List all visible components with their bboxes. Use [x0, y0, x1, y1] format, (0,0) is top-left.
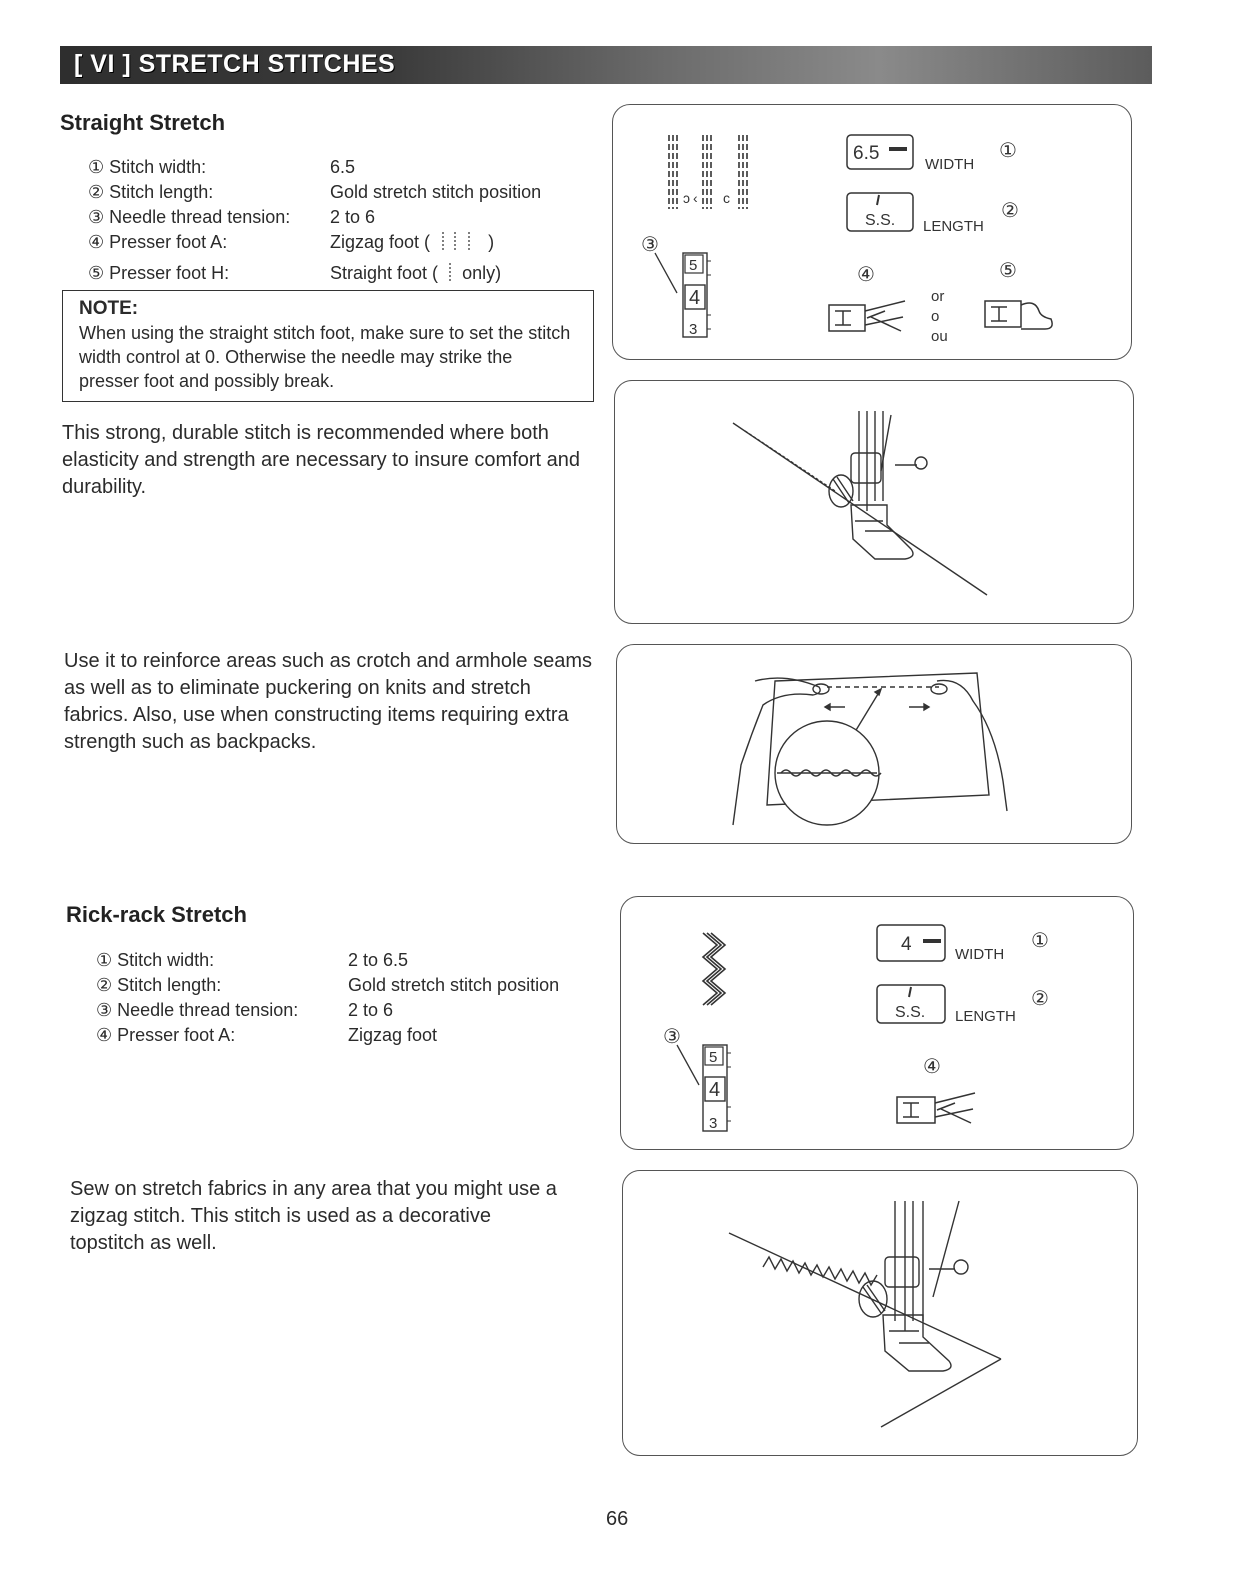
- width-label: WIDTH: [955, 946, 1005, 963]
- dial-mid: 4: [709, 1079, 721, 1101]
- rickrack-sewing-illustration: [622, 1170, 1138, 1456]
- section-title: [ VI ] STRETCH STITCHES: [74, 50, 396, 78]
- section-banner: [60, 46, 1152, 84]
- rickrack-stretch-title: Rick-rack Stretch: [66, 902, 247, 927]
- dial-mid: 4: [689, 287, 701, 309]
- callout-3: ③: [663, 1026, 681, 1048]
- straight-description: This strong, durable stitch is recommended where both elasticity and strength are necessary to insure comfort and durability.: [62, 422, 581, 498]
- svg-text:‹: ‹: [693, 190, 698, 206]
- straight-settings-panel: [612, 104, 1132, 360]
- straight-spec-list: [88, 155, 608, 286]
- or-text-es: ou: [931, 328, 948, 345]
- callout-2: ②: [1001, 200, 1019, 222]
- callout-3: ③: [641, 234, 659, 256]
- spec-label: ② Stitch length:: [96, 975, 222, 995]
- spec-label: ⑤ Presser foot H:: [88, 263, 230, 283]
- spec-value: Zigzag foot: [348, 1025, 438, 1045]
- spec-row: [88, 230, 608, 255]
- straight-foot-text-end: only): [462, 263, 502, 283]
- spec-label: ④ Presser foot A:: [88, 232, 228, 252]
- spec-row: [96, 998, 616, 1023]
- spec-row: [88, 155, 608, 180]
- rickrack-description: Sew on stretch fabrics in any area that you might use a zigzag stitch. This stitch is used as a decorative topstitch as well.: [70, 1178, 557, 1254]
- width-value: 6.5: [853, 143, 880, 164]
- note-body: When using the straight stitch foot, make sure to set the stitch width control at 0. Otherwise the needle may strike the presser foot and possibly break.: [79, 323, 571, 391]
- spec-row: [88, 205, 608, 230]
- spec-label: ② Stitch length:: [88, 182, 214, 202]
- spec-value: 2 to 6.5: [348, 950, 409, 970]
- length-value: S.S.: [865, 212, 896, 229]
- spec-value: 2 to 6: [330, 207, 376, 227]
- spec-value: 2 to 6: [348, 1000, 394, 1020]
- callout-4: ④: [857, 264, 875, 286]
- svg-text:ↄ: ↄ: [683, 190, 690, 206]
- rickrack-settings-panel: [620, 896, 1134, 1150]
- length-label: LENGTH: [923, 218, 984, 235]
- callout-1: ①: [999, 140, 1017, 162]
- spec-label: ① Stitch width:: [88, 157, 207, 177]
- svg-text:c: c: [723, 190, 730, 206]
- width-label: WIDTH: [925, 156, 975, 173]
- spec-row: [88, 261, 608, 286]
- spec-row: [96, 948, 616, 973]
- presser-foot-illustration: [615, 381, 1135, 625]
- page-number: 66: [606, 1508, 629, 1530]
- straight-usage: Use it to reinforce areas such as crotch and armhole seams as well as to eliminate puckering on knits and stretch fabrics. Also, use when constructing items requiring extra strength such as backpacks.: [64, 650, 593, 753]
- note-title: NOTE:: [79, 298, 139, 319]
- width-value: 4: [901, 934, 912, 955]
- spec-label: ③ Needle thread tension:: [96, 1000, 299, 1020]
- or-text: or: [931, 288, 945, 305]
- spec-row: [96, 1023, 616, 1048]
- dial-top: 5: [689, 257, 698, 274]
- zigzag-foot-text: Zigzag foot (: [330, 232, 431, 252]
- or-text-fr: o: [931, 308, 940, 325]
- spec-label: ① Stitch width:: [96, 950, 215, 970]
- dial-top: 5: [709, 1049, 718, 1066]
- callout-5: ⑤: [999, 260, 1017, 282]
- spec-label: ④ Presser foot A:: [96, 1025, 236, 1045]
- spec-row: [88, 180, 608, 205]
- stitch-pattern-icon: [435, 230, 483, 252]
- spec-value: Gold stretch stitch position: [330, 182, 542, 202]
- fabric-stretch-illustration: [617, 645, 1133, 845]
- zigzag-foot-text-end: ): [488, 232, 495, 252]
- dial-bot: 3: [689, 321, 698, 338]
- stitch-pattern-icon: [443, 261, 457, 283]
- straight-sewing-illustration: [614, 380, 1134, 624]
- straight-settings-art: [613, 105, 1133, 361]
- length-value: S.S.: [895, 1004, 926, 1021]
- spec-value: Gold stretch stitch position: [348, 975, 560, 995]
- callout-4: ④: [923, 1056, 941, 1078]
- straight-foot-text: Straight foot (: [330, 263, 439, 283]
- presser-foot-illustration: [623, 1171, 1139, 1457]
- spec-value: 6.5: [330, 157, 356, 177]
- straight-hands-illustration: [616, 644, 1132, 844]
- note-box: [62, 290, 594, 402]
- spec-row: [96, 973, 616, 998]
- spec-label: ③ Needle thread tension:: [88, 207, 291, 227]
- rickrack-settings-art: [621, 897, 1135, 1151]
- callout-2: ②: [1031, 988, 1049, 1010]
- dial-bot: 3: [709, 1115, 718, 1132]
- length-label: LENGTH: [955, 1008, 1016, 1025]
- callout-1: ①: [1031, 930, 1049, 952]
- rickrack-spec-list: [96, 948, 616, 1048]
- spec-value: [330, 230, 494, 255]
- spec-value: [330, 261, 501, 286]
- straight-stretch-title: Straight Stretch: [60, 110, 226, 135]
